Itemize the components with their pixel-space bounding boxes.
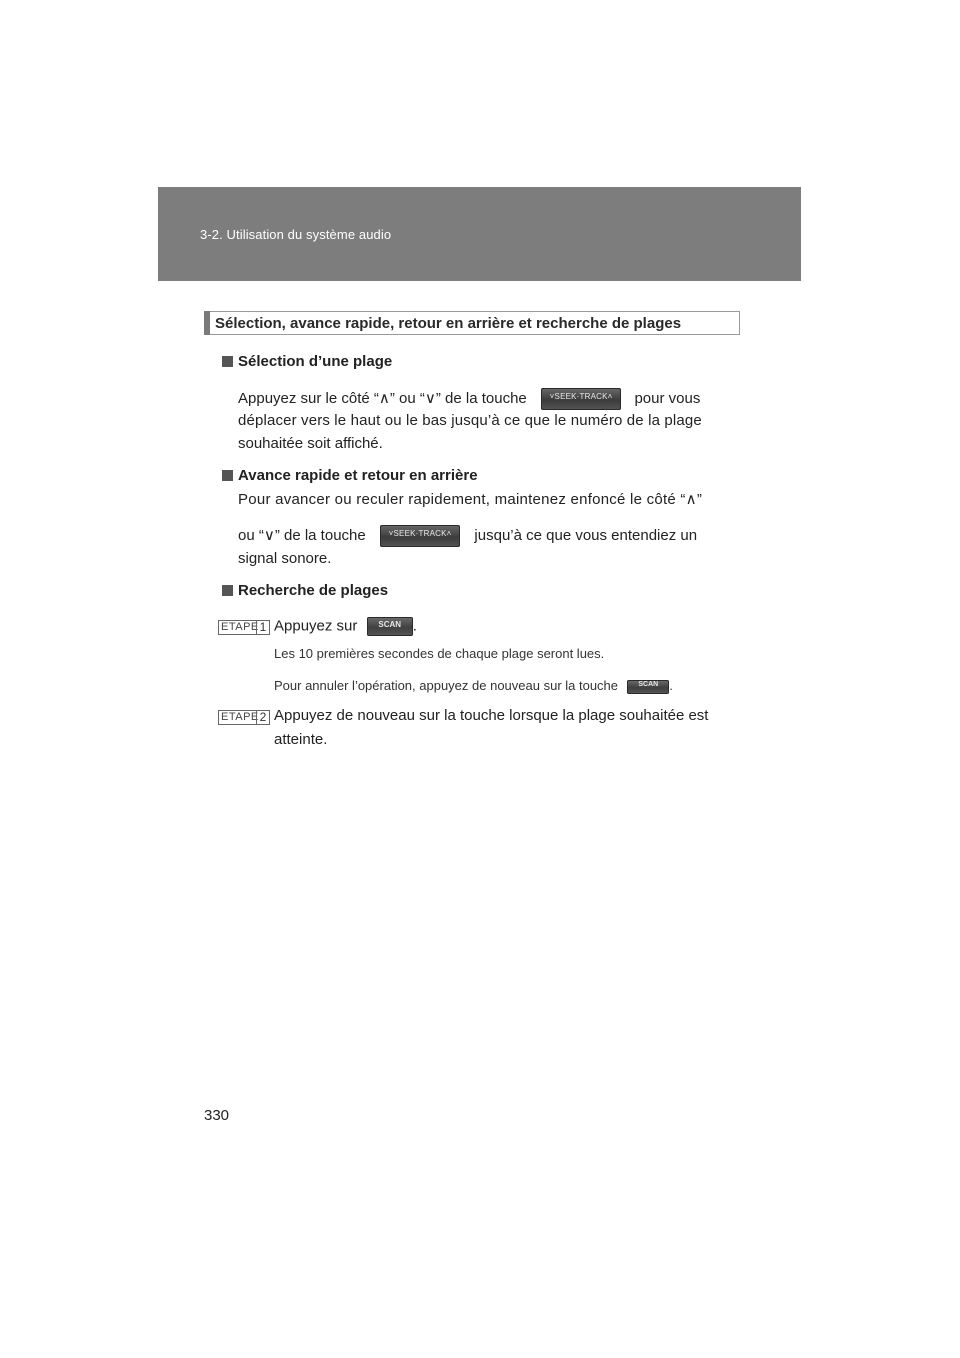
page-number: 330 — [204, 1107, 230, 1124]
seek-track-button-icon — [380, 525, 460, 547]
subheading-search-text: Recherche de plages — [238, 582, 389, 599]
section-title — [204, 311, 740, 335]
scan-label: SCAN — [378, 620, 402, 629]
step-1-badge — [218, 620, 270, 635]
scan-label: SCAN — [638, 680, 659, 688]
fast-line-1: Pour avancer ou reculer rapidement, maintenez enfoncé le côté “∧” — [238, 491, 703, 508]
subheading-selection-text: Sélection d’une plage — [238, 353, 393, 370]
scan-button-icon — [367, 617, 413, 636]
fast-line-2 — [238, 525, 697, 547]
header-band — [158, 187, 801, 281]
step-2-line-2: atteinte. — [274, 731, 328, 748]
note-1: Les 10 premières secondes de chaque plage seront lues. — [274, 646, 605, 661]
fast-line-2-post: jusqu’à ce que vous entendiez un — [474, 526, 698, 544]
step-2-label: ETAPE — [221, 711, 259, 723]
breadcrumb: 3-2. Utilisation du système audio — [200, 227, 392, 242]
note-2-post: . — [669, 678, 673, 693]
selection-line-1-pre: Appuyez sur le côté “∧” ou “∨” de la touche — [238, 389, 527, 407]
subheading-fast-text: Avance rapide et retour en arrière — [238, 467, 478, 484]
scan-button-icon — [627, 680, 669, 694]
square-bullet-icon — [222, 585, 233, 596]
section-title-bar — [204, 311, 210, 335]
selection-line-1 — [238, 388, 700, 410]
square-bullet-icon — [222, 470, 233, 481]
note-2-pre: Pour annuler l’opération, appuyez de nouveau sur la touche — [274, 678, 619, 693]
step-2-badge — [218, 710, 270, 725]
step-1-line — [274, 617, 417, 636]
seek-track-label: ˅SEEK·TRACK˄ — [549, 392, 613, 401]
seek-track-label: ˅SEEK·TRACK˄ — [388, 529, 452, 538]
step-1-text: Appuyez sur — [274, 617, 358, 635]
section-title-text: Sélection, avance rapide, retour en arrière et recherche de plages — [215, 315, 682, 332]
step-2-line-1: Appuyez de nouveau sur la touche lorsque la plage souhaitée est — [274, 707, 709, 724]
fast-line-2-pre: ou “∨” de la touche — [238, 526, 366, 544]
step-1-period: . — [412, 617, 417, 635]
note-2 — [274, 678, 673, 694]
step-1-label: ETAPE — [221, 621, 259, 633]
subheading-fast — [222, 467, 478, 484]
selection-line-3: souhaitée soit affiché. — [238, 435, 383, 452]
selection-line-1-post: pour vous — [634, 389, 701, 407]
fast-line-3: signal sonore. — [238, 550, 332, 567]
subheading-selection — [222, 353, 392, 370]
step-2-number: 2 — [256, 710, 269, 725]
subheading-search — [222, 582, 388, 599]
seek-track-button-icon — [541, 388, 621, 410]
step-1-number: 1 — [256, 620, 269, 635]
square-bullet-icon — [222, 356, 233, 367]
selection-line-2: déplacer vers le haut ou le bas jusqu’à ce que le numéro de la plage — [238, 412, 702, 429]
